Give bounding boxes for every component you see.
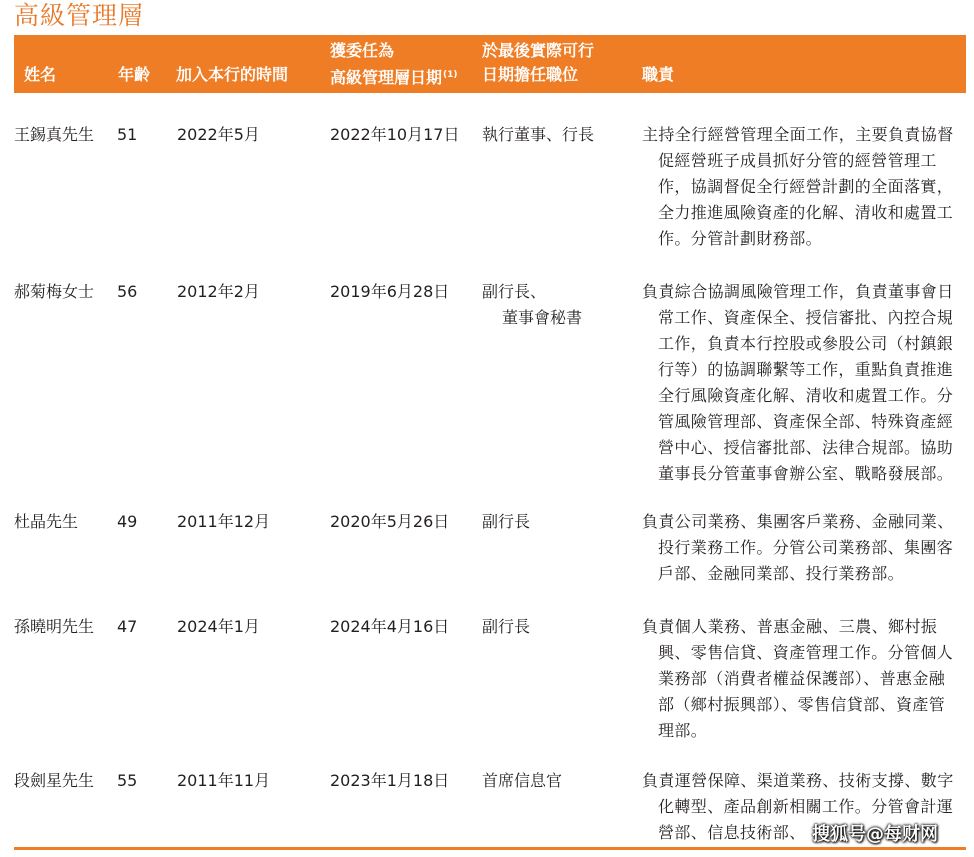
- page-title: 高級管理層: [14, 1, 145, 30]
- row-age: 49: [117, 512, 138, 531]
- row-position: 執行董事、行長: [482, 125, 595, 144]
- bottom-divider: [14, 847, 966, 850]
- row-name: 王錫真先生: [14, 125, 95, 144]
- row-position: 副行長: [482, 617, 531, 636]
- row-joined: 2011年12月: [177, 512, 271, 531]
- row-appointed: 2024年4月16日: [330, 617, 450, 636]
- row-position: 副行長、 董事會秘書: [482, 282, 583, 327]
- row-position: 副行長: [482, 512, 531, 531]
- row-duties: 負責綜合協調風險管理工作，負責董事會日 常工作、資產保全、授信審批、內控合規 工作，負責本行控股或參股公司（村鎮銀 行等）的協調聯繫等工作，重點負責推進 全行風險資產化解、清收和處置工作。分 管風險管理部、資產保全部、特殊資產經 營中心、授信審批部、法律合規部。協助 董事長分管董事會辦公室、戰略發展部。: [642, 282, 954, 483]
- row-duties: 負責公司業務、集團客戶業務、金融同業、 投行業務工作。分管公司業務部、集團客 戶部、金融同業部、投行業務部。: [642, 512, 954, 583]
- row-name: 孫曉明先生: [14, 617, 95, 636]
- header-duties: 職責: [642, 65, 675, 84]
- row-joined: 2011年11月: [177, 771, 271, 790]
- header-name: 姓名: [24, 65, 57, 84]
- header-position-line2: 日期擔任職位: [482, 65, 579, 84]
- row-name: 杜晶先生: [14, 512, 79, 531]
- watermark: 搜狐号@每财网: [812, 824, 938, 845]
- table-header: [14, 35, 966, 93]
- row-appointed: 2023年1月18日: [330, 771, 450, 790]
- row-appointed: 2020年5月26日: [330, 512, 450, 531]
- header-footnote-mark: (1): [443, 70, 458, 80]
- row-age: 56: [117, 282, 138, 301]
- header-age: 年齡: [118, 65, 151, 84]
- row-age: 47: [117, 617, 138, 636]
- row-name: 郝菊梅女士: [14, 282, 95, 301]
- row-duties: 負責運營保障、渠道業務、技術支撐、數字 化轉型、產品創新相關工作。分管會計運 營部、信息技術部、: [642, 771, 954, 842]
- row-appointed: 2022年10月17日: [330, 125, 460, 144]
- row-age: 55: [117, 771, 138, 790]
- row-name: 段劍星先生: [14, 771, 95, 790]
- row-duties: 主持全行經營管理全面工作，主要負責協督 促經營班子成員抓好分管的經營管理工 作，協調督促全行經營計劃的全面落實， 全力推進風險資產的化解、清收和處置工 作。分管計劃財務部。: [642, 125, 954, 248]
- row-joined: 2022年5月: [177, 125, 260, 144]
- row-position: 首席信息官: [482, 771, 563, 790]
- header-appointed-line1: 獲委任為: [330, 41, 395, 60]
- row-duties: 負責個人業務、普惠金融、三農、鄉村振 興、零售信貸、資產管理工作。分管個人 業務部（消費者權益保護部）、普惠金融 部（鄉村振興部）、零售信貸部、資產管 理部。: [642, 617, 954, 740]
- header-appointed-line2: 高級管理層日期$^{(1)}$: [330, 68, 458, 87]
- header-position-line1: 於最後實際可行: [482, 41, 595, 60]
- row-joined: 2012年2月: [177, 282, 260, 301]
- header-joined: 加入本行的時間: [176, 65, 289, 84]
- row-appointed: 2019年6月28日: [330, 282, 450, 301]
- row-age: 51: [117, 125, 138, 144]
- row-joined: 2024年1月: [177, 617, 260, 636]
